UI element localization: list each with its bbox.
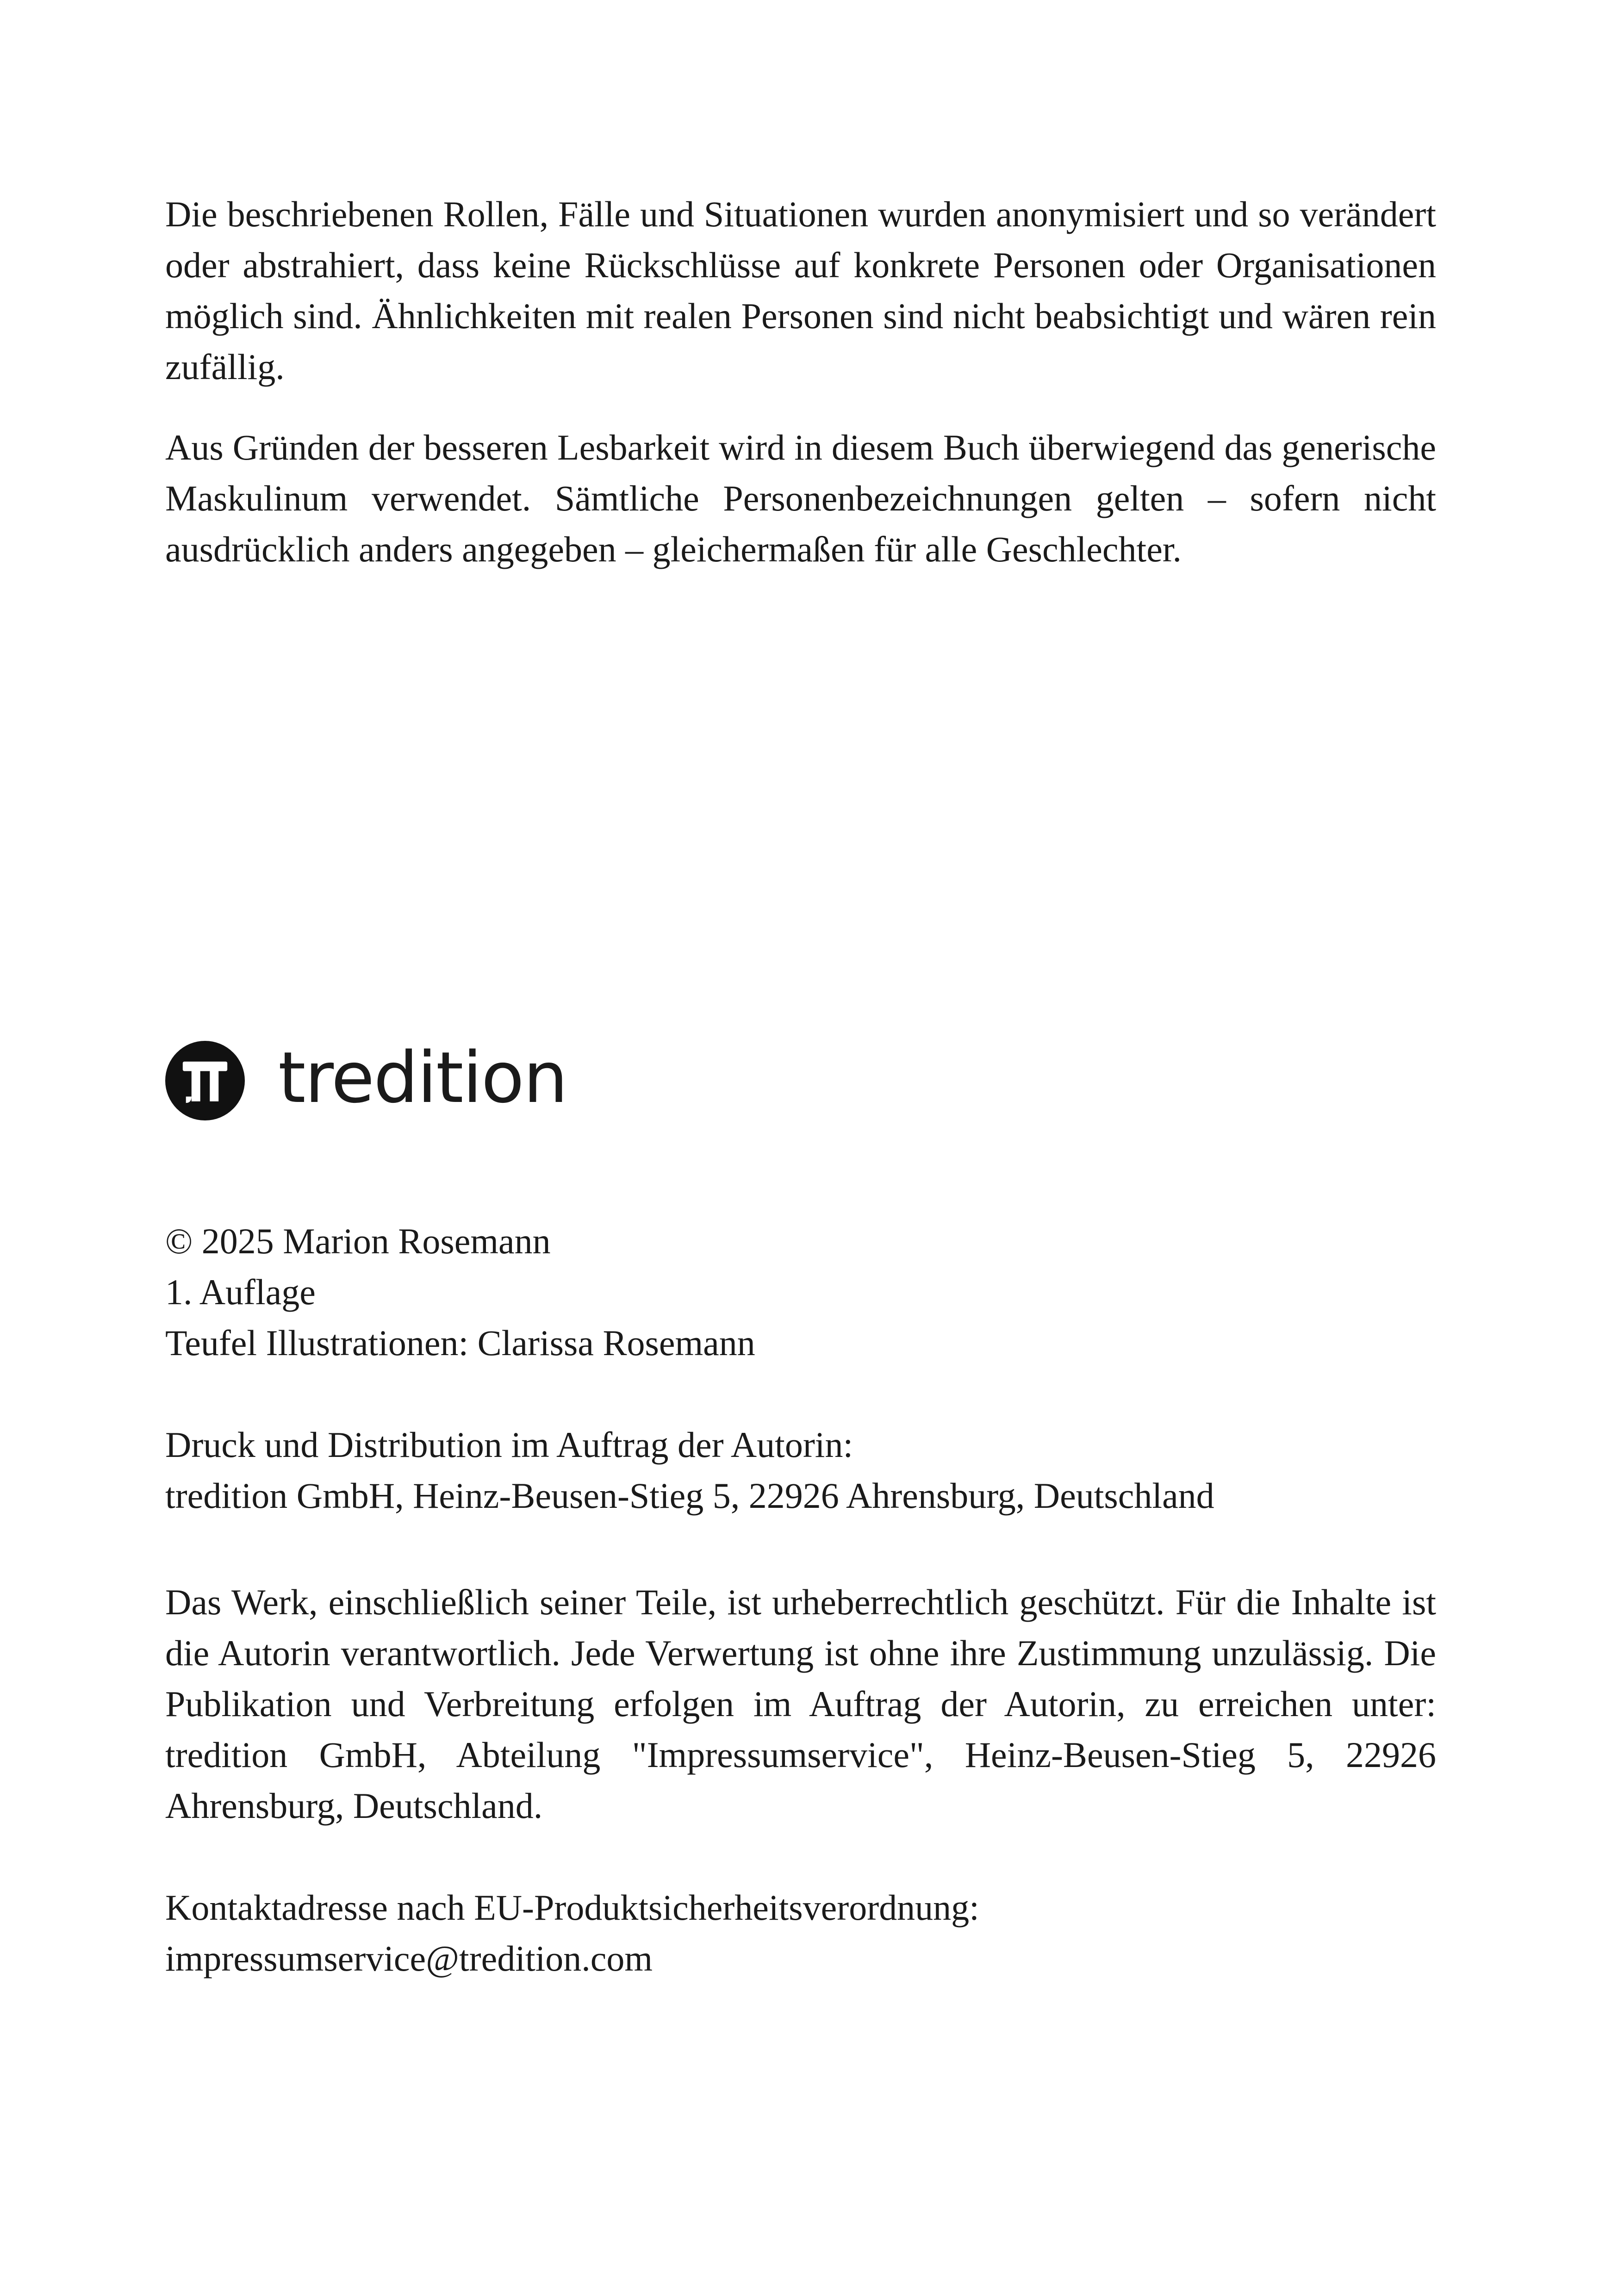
anonymization-paragraph: Die beschriebenen Rollen, Fälle und Situationen wurden anonymisiert und so verändert oder abstrahiert, dass keine Rückschlüsse auf konkrete Personen oder Organisationen möglich sind. Ähnlichkeiten mit realen Personen sind nicht beabsichtigt und wären rein zufällig. [165,194,1436,387]
distribution-address: tredition GmbH, Heinz-Beusen-Stieg 5, 22926 Ahrensburg, Deutschland [165,1475,1214,1516]
rights-notice [165,1577,1436,1831]
contact-details [165,1882,1436,1984]
rights-paragraph: Das Werk, einschließlich seiner Teile, ist urheberrechtlich geschützt. Für die Inhalte ist die Autorin verantwortlich. Jede Verwertung ist ohne ihre Zustimmung unzulässig. Die Publikation und Verbreitung erfolgen im Auftrag der Autorin, zu erreichen unter: tredition GmbH, Abteilung "Impressumservice", Heinz-Beusen-Stieg 5, 22926 Ahrensburg, Deutschland. [165,1582,1436,1826]
distribution-details [165,1419,1436,1521]
tredition-logo-icon [165,1041,245,1120]
distribution-label: Druck und Distribution im Auftrag der Autorin: [165,1425,853,1465]
copyright-line: © 2025 Marion Rosemann [165,1221,551,1261]
contact-email[interactable]: impressumservice@tredition.com [165,1938,653,1979]
publisher-logo [165,1039,567,1122]
contact-label: Kontaktadresse nach EU-Produktsicherheitsverordnung: [165,1887,979,1928]
anonymization-notice [165,189,1436,392]
illustrations-credit: Teufel Illustrationen: Clarissa Rosemann [165,1323,755,1363]
gender-language-notice [165,422,1436,575]
edition-line: 1. Auflage [165,1272,316,1312]
gender-language-paragraph: Aus Gründen der besseren Lesbarkeit wird in diesem Buch überwiegend das generische Maskulinum verwendet. Sämtliche Personenbezeichnungen gelten – sofern nicht ausdrücklich anders angegeben – gleichermaßen für alle Geschlechter. [165,427,1436,569]
tredition-wordmark: tredition [278,1037,567,1119]
imprint-details [165,1216,1436,1369]
